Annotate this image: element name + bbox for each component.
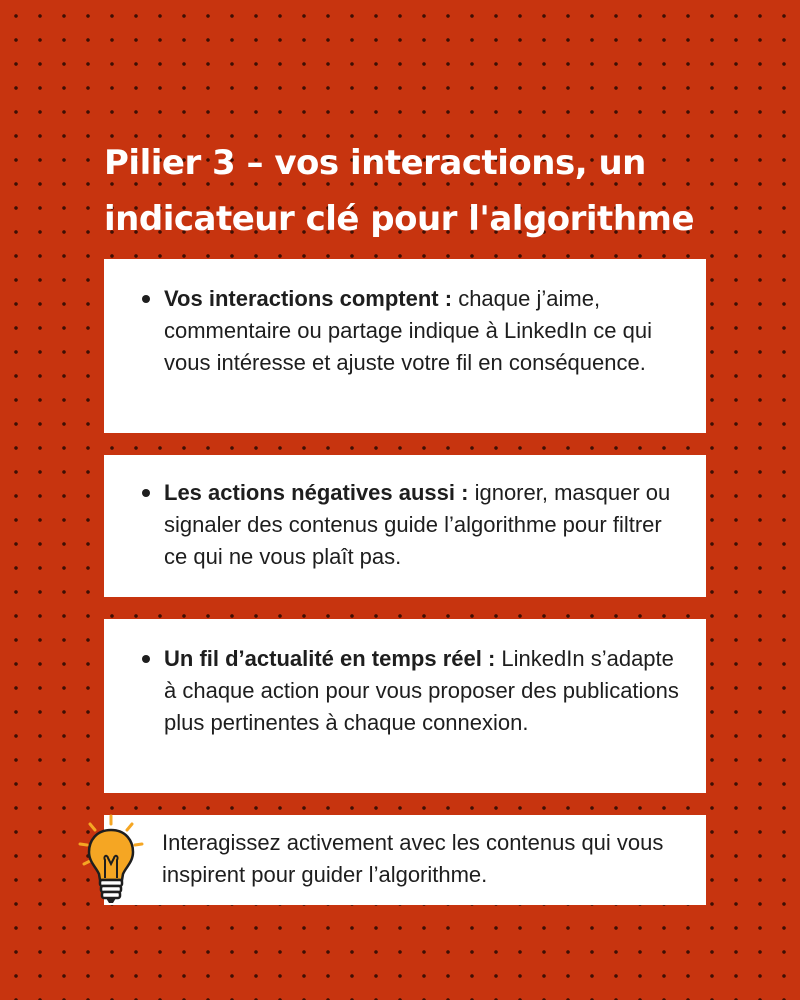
list-item [164,643,690,739]
bullet-dot [142,295,150,303]
info-card-realtime-feed [104,619,706,793]
list-item [164,477,690,573]
lightbulb-icon [76,812,146,908]
info-card-negative-actions [104,455,706,597]
item-text: chaque j’aime, commentaire ou partage indique à LinkedIn ce qui vous intéresse et ajuste votre fil en conséquence. [164,286,652,375]
tip-box [104,815,706,905]
item-heading: Les actions négatives aussi : [164,480,469,505]
tip-text: Interagissez activement avec les contenus qui vous inspirent pour guider l’algorithme. [162,830,664,887]
item-heading: Vos interactions comptent : [164,286,453,311]
item-text: LinkedIn s’adapte à chaque action pour vous proposer des publications plus pertinentes à chaque connexion. [164,646,679,735]
info-card-interactions [104,259,706,433]
item-heading: Un fil d’actualité en temps réel : [164,646,496,671]
list-item [164,283,690,379]
item-text: ignorer, masquer ou signaler des contenus guide l’algorithme pour filtrer ce qui ne vous plaît pas. [164,480,671,569]
bullet-dot [142,655,150,663]
bullet-dot [142,489,150,497]
page-title: Pilier 3 – vos interactions, un indicateur clé pour l'algorithme [104,143,695,239]
